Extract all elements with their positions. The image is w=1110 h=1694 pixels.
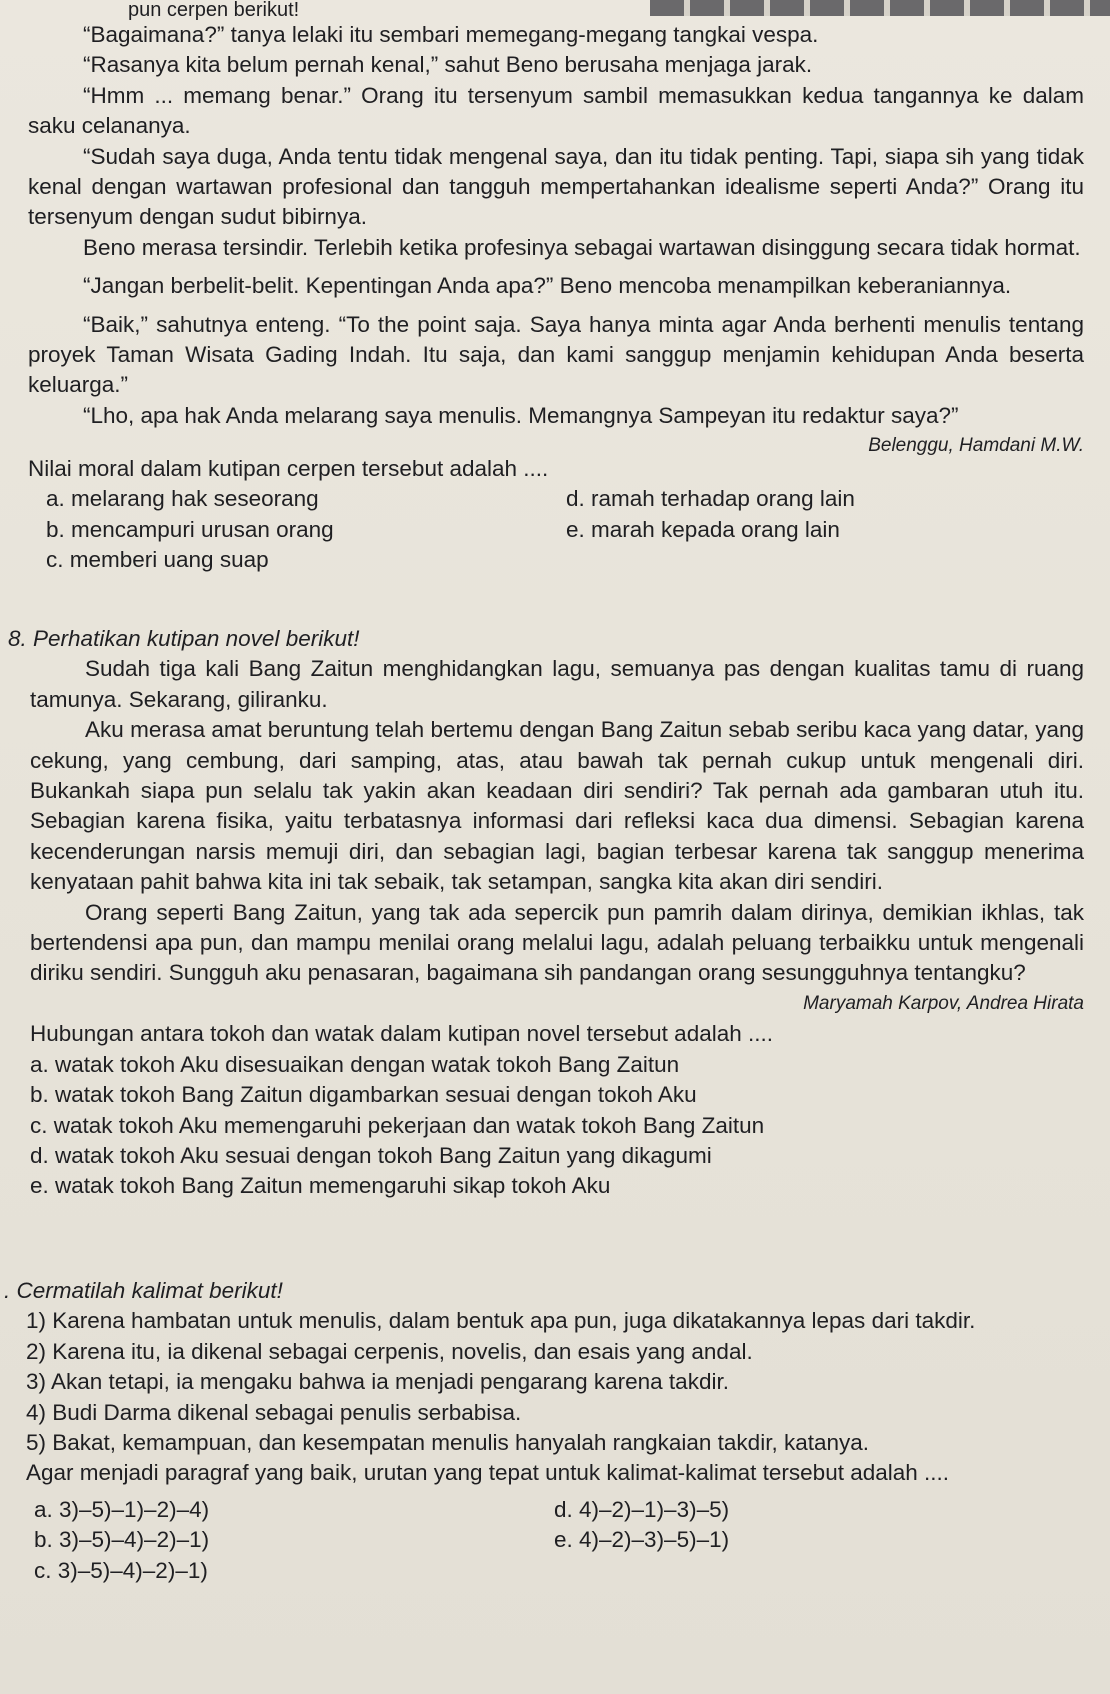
q7-paragraph: “Bagaimana?” tanya lelaki itu sembari memegang-megang tangkai vespa.: [83, 22, 819, 47]
question-7-block: [28, 0, 1084, 575]
q9-sentence: 2) Karena itu, ia dikenal sebagai cerpenis, novelis, dan esais yang andal.: [26, 1338, 753, 1364]
q9-sentence: 1) Karena hambatan untuk menulis, dalam bentuk apa pun, juga dikatakannya lepas dari takdir.: [26, 1308, 976, 1334]
q8-instruction: Perhatikan kutipan novel berikut!: [33, 626, 360, 651]
q7-question: Nilai moral dalam kutipan cerpen tersebut adalah ....: [28, 455, 549, 481]
q7-paragraph: “Jangan berbelit-belit. Kepentingan Anda apa?” Beno mencoba menampilkan keberaniannya.: [83, 273, 1012, 299]
question-8-block: [8, 624, 1084, 1202]
question-9-block: [4, 1276, 1084, 1586]
q9-options: [34, 1495, 1084, 1586]
q8-question: Hubungan antara tokoh dan watak dalam kutipan novel tersebut adalah ....: [30, 1021, 774, 1047]
q7-option-c[interactable]: c. memberi uang suap: [46, 546, 269, 572]
q9-sentence: 3) Akan tetapi, ia mengaku bahwa ia menjadi pengarang karena takdir.: [26, 1369, 729, 1395]
q7-paragraph: “Lho, apa hak Anda melarang saya menulis. Memangnya Sampeyan itu redaktur saya?”: [83, 402, 959, 428]
q7-source: Belenggu, Hamdani M.W.: [868, 435, 1084, 457]
q9-instruction: Cermatilah kalimat berikut!: [16, 1278, 283, 1303]
q7-option-a[interactable]: a. melarang hak seseorang: [46, 486, 319, 512]
q7-paragraph: “Sudah saya duga, Anda tentu tidak mengenal saya, dan itu tidak penting. Tapi, siapa sih yang tidak kenal dengan wartawan profesional dan tangguh mempertahankan idealisme seperti Anda?” Orang itu tersenyum dengan sudut bibirnya.: [28, 143, 1084, 230]
q8-paragraph: Orang seperti Bang Zaitun, yang tak ada sepercik pun pamrih dalam dirinya, demikian ikhlas, tak bertendensi apa pun, dan mampu menilai orang melalui lagu, adalah peluang terbaikku untuk mengenali diriku sendiri. Sungguh aku penasaran, bagaimana sih pandangan orang sesungguhnya tentangku?: [30, 899, 1084, 986]
q9-option-b[interactable]: b. 3)–5)–4)–2)–1): [34, 1527, 210, 1553]
q8-option[interactable]: e. watak tokoh Bang Zaitun memengaruhi sikap tokoh Aku: [30, 1173, 611, 1199]
q7-paragraph: “Baik,” sahutnya enteng. “To the point saja. Saya hanya minta agar Anda berhenti menulis tentang proyek Taman Wisata Gading Indah. Itu saja, dan kami sanggup menjamin kehidupan Anda beserta keluarga.”: [28, 311, 1084, 398]
q8-option[interactable]: a. watak tokoh Aku disesuaikan dengan watak tokoh Bang Zaitun: [30, 1051, 680, 1077]
q7-options: [46, 484, 1084, 575]
q9-option-d[interactable]: d. 4)–2)–1)–3)–5): [554, 1496, 730, 1522]
q7-option-b[interactable]: b. mencampuri urusan orang: [46, 516, 334, 542]
q7-paragraph: “Rasanya kita belum pernah kenal,” sahut Beno berusaha menjaga jarak.: [83, 52, 813, 78]
q9-number: .: [4, 1278, 11, 1303]
q8-option[interactable]: d. watak tokoh Aku sesuai dengan tokoh Bang Zaitun yang dikagumi: [30, 1142, 712, 1168]
q8-source: Maryamah Karpov, Andrea Hirata: [803, 992, 1084, 1014]
q9-question: Agar menjadi paragraf yang baik, urutan yang tepat untuk kalimat-kalimat tersebut adalah ....: [26, 1460, 950, 1486]
q8-options: [30, 1050, 1084, 1202]
q8-option[interactable]: c. watak tokoh Aku memengaruhi pekerjaan dan watak tokoh Bang Zaitun: [30, 1112, 765, 1138]
q8-option[interactable]: b. watak tokoh Bang Zaitun digambarkan sesuai dengan tokoh Aku: [30, 1082, 697, 1108]
q8-number: 8.: [8, 626, 27, 651]
q7-paragraph: “Hmm ... memang benar.” Orang itu tersenyum sambil memasukkan kedua tangannya ke dalam saku celananya.: [28, 82, 1084, 139]
q9-option-a[interactable]: a. 3)–5)–1)–2)–4): [34, 1496, 210, 1522]
q9-option-e[interactable]: e. 4)–2)–3)–5)–1): [554, 1527, 730, 1553]
q8-paragraph: Aku merasa amat beruntung telah bertemu dengan Bang Zaitun sebab seribu kaca yang datar, yang cekung, yang cembung, dari samping, atas, atau bawah tak pernah cukup untuk mengenali diri. Bukankah siapa pun selalu tak yakin akan keadaan diri sendiri? Tak pernah ada gambaran utuh itu. Sebagian karena fisika, yaitu terbatasnya informasi dari refleksi kaca dua dimensi. Sebagian karena kecenderungan narsis memuji diri, dan sebagian lagi, bagian terbesar karena tak sanggup menerima kenyataan pahit bahwa kita ini tak sebaik, tak setampan, sangka kita akan diri sendiri.: [30, 717, 1084, 895]
q9-sentence: 5) Bakat, kemampuan, dan kesempatan menulis hanyalah rangkaian takdir, katanya.: [26, 1430, 870, 1456]
header-text: pun cerpen berikut!: [128, 0, 300, 21]
q7-option-d[interactable]: d. ramah terhadap orang lain: [566, 486, 855, 512]
q9-sentence: 4) Budi Darma dikenal sebagai penulis serbabisa.: [26, 1399, 522, 1425]
q9-option-c[interactable]: c. 3)–5)–4)–2)–1): [34, 1557, 208, 1583]
q9-heading: [4, 1276, 1084, 1306]
q8-paragraph: Sudah tiga kali Bang Zaitun menghidangkan lagu, semuanya pas dengan kualitas tamu di ruang tamunya. Sekarang, giliranku.: [30, 656, 1084, 712]
q7-paragraph: Beno merasa tersindir. Terlebih ketika profesinya sebagai wartawan disinggung secara tidak hormat.: [83, 234, 1081, 260]
q7-option-e[interactable]: e. marah kepada orang lain: [566, 516, 840, 542]
q8-heading: [8, 624, 1084, 654]
